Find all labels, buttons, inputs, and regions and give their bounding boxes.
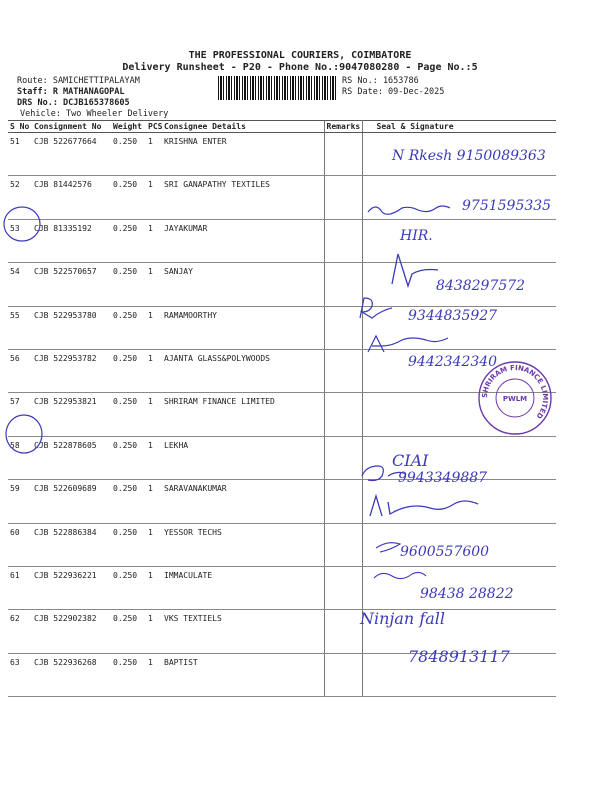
sig-58: CIAI [392,451,429,470]
cell-remarks [324,219,362,262]
cell-sno: 57 [8,393,32,436]
cell-consignment: CJB 522609689 [32,480,111,523]
rs-date: RS Date: 09-Dec-2025 [342,87,445,97]
cell-consignment: CJB 522902382 [32,610,111,653]
sig-63: Ninjan fall [360,609,446,628]
cell-signature [362,176,556,219]
cell-sno: 52 [8,176,32,219]
col-signature: Seal & Signature [362,121,556,133]
cell-sno: 55 [8,306,32,349]
stamp-center-text: PWLM [502,395,528,403]
sig-52: 9751595335 [462,198,552,214]
sig-63-phone: 7848913117 [408,647,510,666]
cell-consignee: YESSOR TECHS [162,523,324,566]
cell-weight: 0.250 [111,306,146,349]
sig-53: HIR. [400,228,433,244]
cell-sno: 56 [8,349,32,392]
cell-remarks [324,349,362,392]
sig-55: 9344835927 [408,308,498,324]
cell-remarks [324,306,362,349]
cell-pcs: 1 [146,263,162,306]
cell-consignment: CJB 522953782 [32,349,111,392]
cell-sno: 59 [8,480,32,523]
cell-signature [362,523,556,566]
sig-54: 8438297572 [436,278,526,294]
cell-consignment: CJB 522953780 [32,306,111,349]
col-weight: Weight [111,121,146,133]
cell-sno: 62 [8,610,32,653]
barcode [218,76,338,100]
table-row [8,653,556,696]
cell-pcs: 1 [146,566,162,609]
cell-signature [362,566,556,609]
cell-weight: 0.250 [111,393,146,436]
cell-sno: 58 [8,436,32,479]
cell-consignee: RAMAMOORTHY [162,306,324,349]
cell-consignee: AJANTA GLASS&POLYWOODS [162,349,324,392]
table-row [8,523,556,566]
sig-51: N Rkesh 9150089363 [392,148,546,164]
cell-pcs: 1 [146,436,162,479]
col-remarks: Remarks [324,121,362,133]
cell-consignee: JAYAKUMAR [162,219,324,262]
cell-consignee: BAPTIST [162,653,324,696]
cell-consignee: LEKHA [162,436,324,479]
cell-signature [362,653,556,696]
table-row [8,219,556,262]
cell-signature [362,393,556,436]
cell-pcs: 1 [146,133,162,176]
cell-remarks [324,523,362,566]
route-label: Route: SAMICHETTIPALAYAM [17,76,140,86]
cell-weight: 0.250 [111,263,146,306]
runsheet-subtitle: Delivery Runsheet - P20 - Phone No.:9047080280 - Page No.:5 [122,62,478,73]
table-row [8,349,556,392]
runsheet-table [8,120,556,697]
cell-sno: 51 [8,133,32,176]
table-row [8,610,556,653]
staff-label: Staff: R MATHANAGOPAL [17,87,125,97]
cell-remarks [324,263,362,306]
table-row [8,436,556,479]
cell-signature [362,306,556,349]
cell-consignee: SHRIRAM FINANCE LIMITED [162,393,324,436]
cell-consignee: KRISHNA ENTER [162,133,324,176]
table-row [8,176,556,219]
table-row [8,393,556,436]
cell-consignee: SRI GANAPATHY TEXTILES [162,176,324,219]
cell-consignee: VKS TEXTIELS [162,610,324,653]
cell-sno: 53 [8,219,32,262]
sig-56: 9442342340 [408,354,498,370]
col-pcs: PCS [148,122,163,131]
cell-sno: 61 [8,566,32,609]
cell-weight: 0.250 [111,653,146,696]
sig-59: 9943349887 [398,470,488,486]
cell-consignment: CJB 522886384 [32,523,111,566]
table-row [8,566,556,609]
cell-weight: 0.250 [111,349,146,392]
cell-remarks [324,653,362,696]
cell-signature [362,219,556,262]
table-header-row [8,121,556,133]
cell-pcs: 1 [146,480,162,523]
cell-weight: 0.250 [111,523,146,566]
sig-61: 9600557600 [400,544,490,560]
company-title: THE PROFESSIONAL COURIERS, COIMBATORE [188,50,412,61]
table-row [8,306,556,349]
cell-consignee: SANJAY [162,263,324,306]
cell-pcs: 1 [146,176,162,219]
rs-number: RS No.: 1653786 [342,76,419,86]
cell-consignment: CJB 522936221 [32,566,111,609]
cell-pcs: 1 [146,306,162,349]
cell-signature [362,133,556,176]
cell-remarks [324,133,362,176]
cell-consignment: CJB 522953821 [32,393,111,436]
cell-consignment: CJB 522936268 [32,653,111,696]
cell-consignee: SARAVANAKUMAR [162,480,324,523]
cell-remarks [324,436,362,479]
sig-62: 98438 28822 [420,586,514,602]
stamp-ring-text: SHRIRAM FINANCE LIMITED [480,363,550,421]
cell-sno: 60 [8,523,32,566]
cell-pcs: 1 [146,610,162,653]
cell-pcs: 1 [146,523,162,566]
cell-remarks [324,393,362,436]
cell-consignment: CJB 81335192 [32,219,111,262]
cell-pcs: 1 [146,653,162,696]
cell-sno: 63 [8,653,32,696]
cell-remarks [324,480,362,523]
cell-pcs: 1 [146,349,162,392]
cell-remarks [324,176,362,219]
cell-pcs: 1 [146,219,162,262]
cell-consignment: CJB 522677664 [32,133,111,176]
cell-consignee: IMMACULATE [162,566,324,609]
cell-consignment: CJB 522570657 [32,263,111,306]
cell-weight: 0.250 [111,133,146,176]
cell-remarks [324,610,362,653]
table-row [8,480,556,523]
cell-consignment: CJB 522878605 [32,436,111,479]
cell-remarks [324,566,362,609]
cell-weight: 0.250 [111,480,146,523]
cell-signature [362,349,556,392]
table-row [8,263,556,306]
cell-signature [362,263,556,306]
cell-consignment: CJB 81442576 [32,176,111,219]
table-row [8,133,556,176]
vehicle-label: Vehicle: Two Wheeler Delivery [20,109,169,119]
col-consignment: Consignment No [32,121,111,133]
cell-weight: 0.250 [111,566,146,609]
cell-weight: 0.250 [111,436,146,479]
cell-pcs: 1 [146,393,162,436]
cell-sno: 54 [8,263,32,306]
col-consignee: Consignee Details [162,121,324,133]
cell-signature [362,480,556,523]
cell-weight: 0.250 [111,219,146,262]
cell-signature [362,436,556,479]
cell-signature [362,610,556,653]
col-sno: S No [8,121,32,133]
cell-weight: 0.250 [111,610,146,653]
drs-label: DRS No.: DCJB165378605 [17,98,130,108]
cell-weight: 0.250 [111,176,146,219]
